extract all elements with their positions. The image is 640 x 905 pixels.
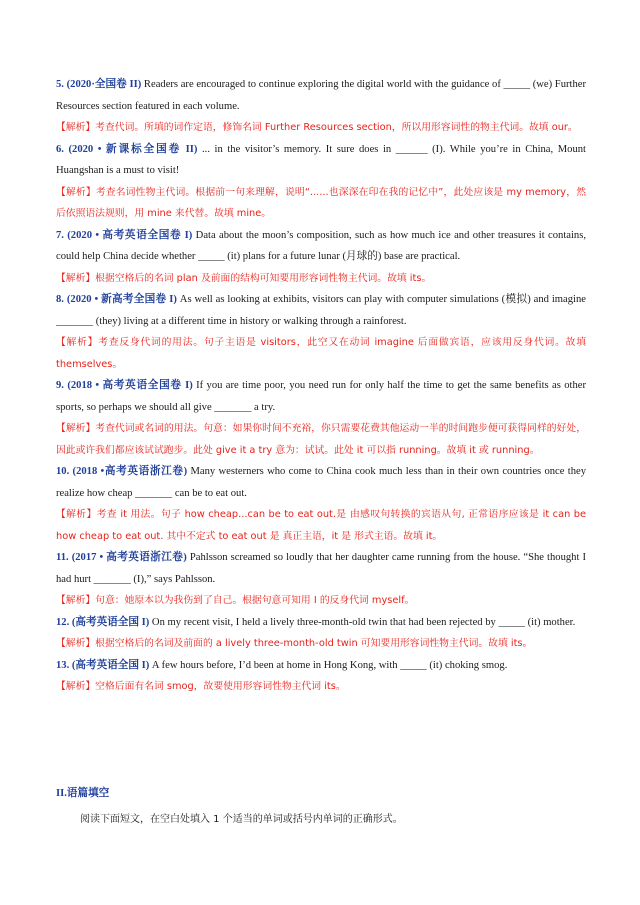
analysis-8: 【解析】考查反身代词的用法。句子主语是 visitors，此空又在动词 imagine 后面做宾语，应该用反身代词。故填 themselves。 xyxy=(56,337,586,370)
analysis-5: 【解析】考查代词。所填的词作定语，修饰名词 Further Resources section，所以用形容词性的物主代词。故填 our。 xyxy=(56,122,578,133)
analysis-7: 【解析】根据空格后的名词 plan 及前面的结构可知要用形容词性物主代词。故填 its。 xyxy=(56,272,432,284)
analysis-11: 【解析】句意：她原本以为我伤到了自己。根据句意可知用 I 的反身代词 myself。 xyxy=(56,595,415,606)
question-number: 5. (2020·全国卷 II) xyxy=(56,79,142,90)
question-11 xyxy=(56,547,586,590)
question-number: 10. (2018 •高考英语浙江卷) xyxy=(56,466,188,477)
question-number: 8. (2020 • 新高考全国卷 I) xyxy=(56,294,177,305)
question-text: Readers are encouraged to continue exploring the digital world with the guidance of _____ (we) Further Resources section featured in each volume. xyxy=(56,79,586,112)
section-instruction: 阅读下面短文，在空白处填入 1 个适当的单词或括号内单词的正确形式。 xyxy=(80,814,403,825)
question-12 xyxy=(56,612,586,634)
question-number: 11. (2017 • 高考英语浙江卷) xyxy=(56,552,187,563)
question-number: 7. (2020 • 高考英语全国卷 I) xyxy=(56,229,193,241)
exercise-list xyxy=(56,74,586,698)
question-text: Many westerners who come to China cook much less than in their own countries once they realize how cheap _______ can be to eat out. xyxy=(56,466,586,499)
question-text: ... in the visitor’s memory. It sure does in ______ (I). While you’re in China, Mount Huangshan is a must to visit! xyxy=(56,143,586,176)
question-5 xyxy=(56,74,586,117)
analysis-13: 【解析】空格后面有名词 smog，故要使用形容词性物主代词 its。 xyxy=(56,681,346,692)
question-number: 13. (高考英语全国 I) xyxy=(56,659,150,671)
question-text: A few hours before, I’d been at home in Hong Kong, with _____ (it) choking smog. xyxy=(149,659,508,671)
analysis-10: 【解析】考查 it 用法。句子 how cheap...can be to eat out.是 由感叹句转换的宾语从句, 正常语序应该是 it can be how cheap to eat out. 其中不定式 to eat out 是 真正主语，it 是 形式主语。故填 it。 xyxy=(56,509,586,542)
question-number: 6. (2020 • 新课标全国卷 II) xyxy=(56,143,198,155)
question-text: Pahlsson screamed so loudly that her daughter came running from the house. “She thought I had hurt _______ (I),” says Pahlsson. xyxy=(56,552,586,585)
question-text: As well as looking at exhibits, visitors can play with computer simulations (模拟) and imagine _______ (they) living at a different time in history or walking through a rainforest. xyxy=(56,294,586,327)
analysis-6: 【解析】考查名词性物主代词。根据前一句来理解，说明“......也深深在印在我的记忆中”，此处应该是 my memory，然后依照语法规则，用 mine 来代替。故填 mine。 xyxy=(56,186,586,219)
question-text: On my recent visit, I held a lively three-month-old twin that had been rejected by _____ (it) mother. xyxy=(149,616,576,628)
question-text: Data about the moon’s composition, such as how much ice and other treasures it contains, could help China decide whether _____ (it) plans for a future lunar (月球的) base are practical. xyxy=(56,229,586,262)
question-text: If you are time poor, you need run for only half the time to get the same benefits as other sports, so perhaps we should all give _______ a try. xyxy=(56,380,586,413)
question-9 xyxy=(56,375,586,418)
question-number: 9. (2018 • 高考英语全国卷 I) xyxy=(56,380,193,391)
question-13 xyxy=(56,655,586,677)
analysis-9: 【解析】考查代词或名词的用法。句意：如果你时间不充裕，你只需要花费其他运动一半的时间跑步便可获得同样的好处，因此或许我们都应该试试跑步。此处 give it a try 意为：试试。此处 it 可以指 running。故填 it 或 running。 xyxy=(56,423,586,456)
analysis-12: 【解析】根据空格后的名词及前面的 a lively three-month-old twin 可知要用形容词性物主代词。故填 its。 xyxy=(56,638,533,649)
section-title: II.语篇填空 xyxy=(56,788,110,799)
question-8 xyxy=(56,289,586,332)
question-number: 12. (高考英语全国 I) xyxy=(56,616,150,628)
question-7 xyxy=(56,225,586,268)
question-10 xyxy=(56,461,586,504)
question-6 xyxy=(56,139,586,182)
